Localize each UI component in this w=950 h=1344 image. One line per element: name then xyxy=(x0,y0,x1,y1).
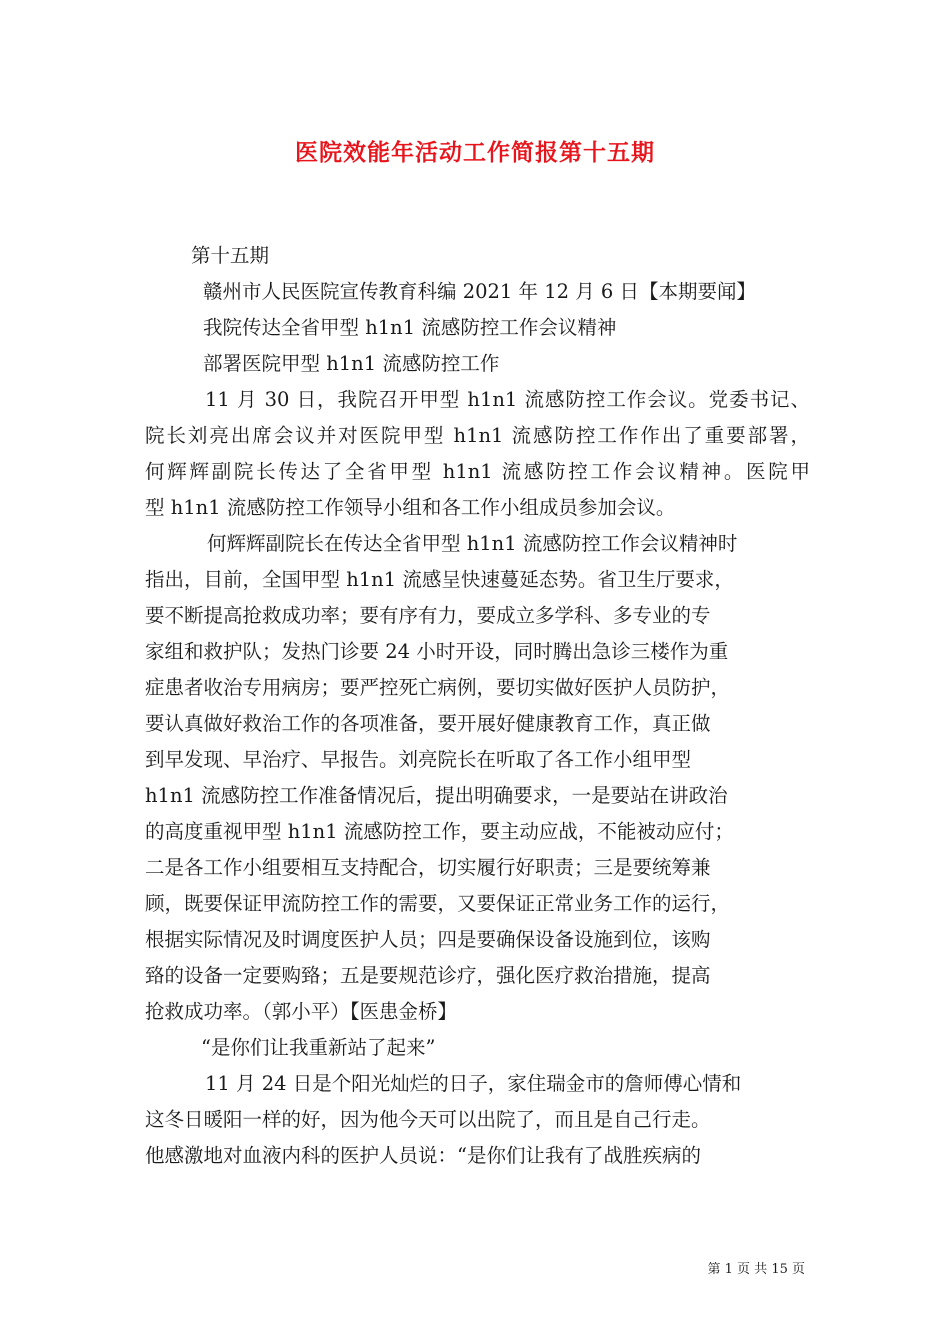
document-body xyxy=(145,238,810,1174)
paragraph-line: 院长刘亮出席会议并对医院甲型 h1n1 流感防控工作作出了重要部署， xyxy=(145,424,810,447)
paragraph-line: 根据实际情况及时调度医护人员；四是要确保设备设施到位，该购 xyxy=(145,928,711,951)
paragraph-line: 的高度重视甲型 h1n1 流感防控工作，要主动应战，不能被动应付； xyxy=(145,820,734,843)
editor-line: 赣州市人民医院宣传教育科编 2021 年 12 月 6 日【本期要闻】 xyxy=(203,280,757,303)
headline-line: 我院传达全省甲型 h1n1 流感防控工作会议精神 xyxy=(203,316,617,339)
paragraph-line: 他感激地对血液内科的医护人员说：“是你们让我有了战胜疾病的 xyxy=(145,1144,701,1167)
paragraph-line: 症患者收治专用病房；要严控死亡病例，要切实做好医护人员防护， xyxy=(145,676,731,699)
paragraph-line: 顾，既要保证甲流防控工作的需要，又要保证正常业务工作的运行， xyxy=(145,892,731,915)
paragraph-line: 二是各工作小组要相互支持配合，切实履行好职责；三是要统筹兼 xyxy=(145,856,711,879)
paragraph-line: 到早发现、早治疗、早报告。刘亮院长在听取了各工作小组甲型 xyxy=(145,748,692,771)
paragraph-line: 这冬日暖阳一样的好，因为他今天可以出院了，而且是自己行走。 xyxy=(145,1108,711,1131)
paragraph-line: 抢救成功率。（郭小平）【医患金桥】 xyxy=(145,1000,458,1023)
paragraph-line: 何辉辉副院长在传达全省甲型 h1n1 流感防控工作会议精神时 xyxy=(207,532,738,555)
paragraph-line: 要认真做好救治工作的各项准备，要开展好健康教育工作，真正做 xyxy=(145,712,711,735)
issue-number-line: 第十五期 xyxy=(191,244,270,267)
paragraph-line: 要不断提高抢救成功率；要有序有力，要成立多学科、多专业的专 xyxy=(145,604,711,627)
paragraph-line: h1n1 流感防控工作准备情况后，提出明确要求，一是要站在讲政治 xyxy=(145,784,728,807)
paragraph-line: 臵的设备一定要购臵；五是要规范诊疗，强化医疗救治措施，提高 xyxy=(145,964,711,987)
paragraph-line: 指出，目前，全国甲型 h1n1 流感呈快速蔓延态势。省卫生厅要求， xyxy=(145,568,734,591)
paragraph-line: 11 月 24 日是个阳光灿烂的日子，家住瑞金市的詹师傅心情和 xyxy=(205,1072,742,1095)
paragraph-line: 11 月 30 日，我院召开甲型 h1n1 流感防控工作会议。党委书记、 xyxy=(205,388,810,411)
page-number: 第 1 页 共 15 页 xyxy=(707,1262,805,1277)
paragraph-line: 何辉辉副院长传达了全省甲型 h1n1 流感防控工作会议精神。医院甲 xyxy=(145,460,810,483)
page-title: 医院效能年活动工作简报第十五期 xyxy=(295,139,655,166)
quote-heading-line: “是你们让我重新站了起来” xyxy=(201,1036,436,1059)
paragraph-line: 家组和救护队；发热门诊要 24 小时开设，同时腾出急诊三楼作为重 xyxy=(145,640,729,663)
subheadline-line: 部署医院甲型 h1n1 流感防控工作 xyxy=(203,352,500,375)
paragraph-line: 型 h1n1 流感防控工作领导小组和各工作小组成员参加会议。 xyxy=(145,496,676,519)
